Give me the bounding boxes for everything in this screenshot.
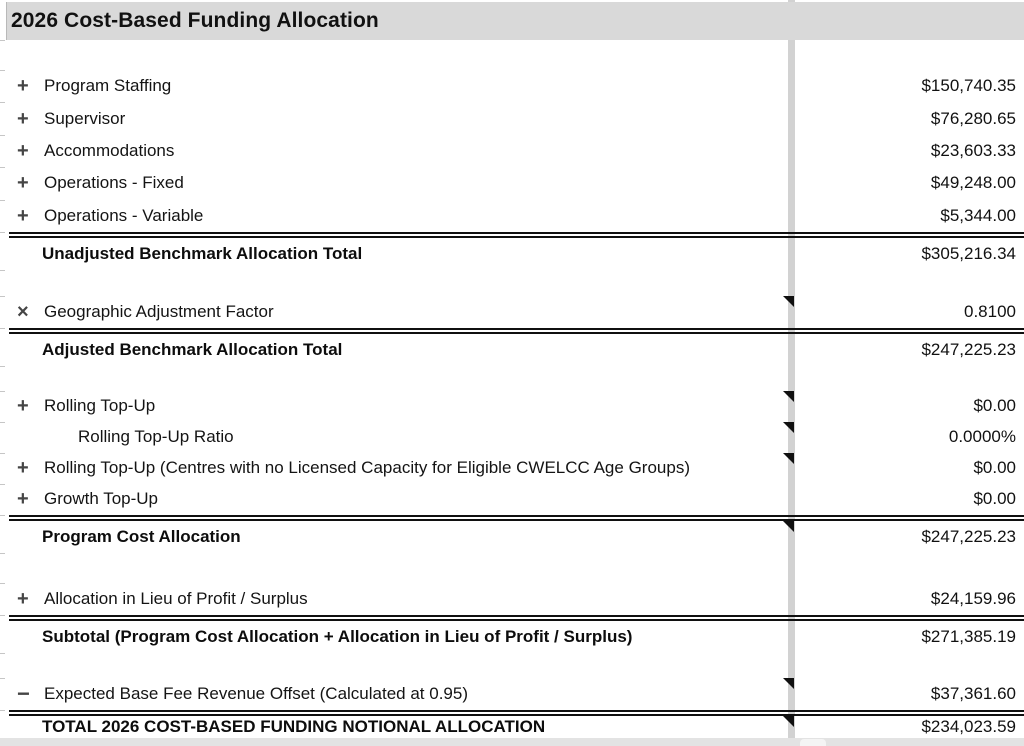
- table-row: [6, 453, 1024, 484]
- gridline-tick: [0, 70, 5, 71]
- gridline-tick: [0, 515, 5, 516]
- gridline-tick: [0, 678, 5, 679]
- plus-icon: +: [17, 204, 29, 227]
- table-row: [6, 238, 1024, 270]
- plus-icon: +: [17, 139, 29, 162]
- row-label: Unadjusted Benchmark Allocation Total: [42, 243, 363, 263]
- gridline-tick: [0, 40, 5, 41]
- table-row: [6, 167, 1024, 199]
- row-label: Rolling Top-Up: [44, 396, 156, 416]
- double-rule: [9, 615, 1024, 621]
- scroll-thumb[interactable]: [800, 739, 826, 746]
- table-row: [6, 70, 1024, 102]
- row-label-cell[interactable]: [6, 589, 795, 609]
- row-label: Rolling Top-Up Ratio: [78, 427, 234, 447]
- gridline-tick: [0, 200, 5, 201]
- gridline-tick: [0, 583, 5, 584]
- plus-icon: +: [17, 457, 29, 480]
- page-title: 2026 Cost-Based Funding Allocation: [11, 9, 379, 32]
- table-row: [6, 484, 1024, 515]
- row-label: Accommodations: [44, 140, 175, 160]
- double-rule: [9, 232, 1024, 238]
- table-row: [6, 102, 1024, 134]
- row-label-cell[interactable]: [6, 489, 795, 509]
- table-row: [6, 422, 1024, 453]
- row-value-cell[interactable]: $271,385.19: [921, 626, 1016, 646]
- title-cell[interactable]: [6, 2, 1024, 40]
- plus-icon: +: [17, 587, 29, 610]
- row-label: Operations - Variable: [44, 205, 204, 225]
- row-label-cell[interactable]: [6, 396, 795, 416]
- row-label: Supervisor: [44, 108, 126, 128]
- empty-row: [6, 366, 1024, 391]
- gridline-tick: [0, 553, 5, 554]
- gridline-tick: [0, 422, 5, 423]
- row-value-cell[interactable]: $24,159.96: [930, 588, 1016, 608]
- row-value-cell[interactable]: $305,216.34: [921, 243, 1016, 263]
- empty-row: [6, 270, 1024, 296]
- gridline-tick: [0, 366, 5, 367]
- row-label: Program Staffing: [44, 76, 172, 96]
- plus-icon: +: [17, 107, 29, 130]
- gridline-tick: [0, 710, 5, 711]
- row-value-cell[interactable]: $0.00: [973, 396, 1016, 416]
- gridline-tick: [0, 653, 5, 654]
- gridline-tick: [0, 270, 5, 271]
- gridline-tick: [0, 328, 5, 329]
- gridline-tick: [0, 135, 5, 136]
- gridline-tick: [0, 391, 5, 392]
- gridline-tick: [0, 232, 5, 233]
- row-label: Allocation in Lieu of Profit / Surplus: [44, 588, 308, 608]
- gridline-tick: [0, 102, 5, 103]
- row-value-cell[interactable]: $150,740.35: [921, 76, 1016, 96]
- next-row-strip: [0, 738, 1024, 746]
- row-value-cell[interactable]: $0.00: [973, 458, 1016, 478]
- row-value-cell[interactable]: 0.0000%: [948, 427, 1016, 447]
- row-label: Geographic Adjustment Factor: [44, 301, 274, 321]
- row-label-cell[interactable]: [6, 141, 795, 161]
- table-row: [6, 334, 1024, 366]
- row-value-cell[interactable]: $5,344.00: [940, 205, 1016, 225]
- table-row: [6, 391, 1024, 422]
- row-label-cell[interactable]: [6, 680, 795, 706]
- row-value-cell[interactable]: $49,248.00: [930, 173, 1016, 193]
- row-label-cell[interactable]: [6, 302, 795, 322]
- table-row: [6, 521, 1024, 553]
- row-value-cell[interactable]: 0.8100: [964, 301, 1016, 321]
- gridline-tick: [0, 484, 5, 485]
- row-label-cell[interactable]: [6, 427, 795, 447]
- row-label: Program Cost Allocation: [42, 526, 241, 546]
- table-row: [6, 135, 1024, 167]
- row-label-cell[interactable]: [6, 76, 795, 96]
- double-rule: [9, 328, 1024, 334]
- plus-icon: +: [17, 172, 29, 195]
- table-row: [6, 583, 1024, 615]
- row-label-cell[interactable]: [6, 717, 795, 737]
- row-label-cell[interactable]: [6, 206, 795, 226]
- plus-icon: +: [17, 488, 29, 511]
- row-value-cell[interactable]: $37,361.60: [930, 683, 1016, 703]
- row-label: Rolling Top-Up (Centres with no Licensed Capacity for Eligible CWELCC Age Groups): [44, 458, 690, 478]
- row-label-cell[interactable]: [6, 109, 795, 129]
- row-label: Operations - Fixed: [44, 173, 184, 193]
- gridline-tick: [0, 615, 5, 616]
- row-label: Adjusted Benchmark Allocation Total: [42, 339, 343, 359]
- row-value-cell[interactable]: $23,603.33: [930, 140, 1016, 160]
- table-row: [6, 296, 1024, 328]
- row-label-cell[interactable]: [6, 340, 795, 360]
- table-row: [6, 678, 1024, 710]
- row-value-cell[interactable]: $247,225.23: [921, 339, 1016, 359]
- row-label-cell[interactable]: [6, 244, 795, 264]
- double-rule: [9, 515, 1024, 521]
- empty-row: [6, 40, 1024, 70]
- table-row: [6, 200, 1024, 232]
- funding-table: [6, 40, 1024, 738]
- row-label: Growth Top-Up: [44, 489, 159, 509]
- row-label-cell[interactable]: [6, 458, 795, 478]
- minus-icon: −: [17, 680, 30, 706]
- gridline-tick: [0, 453, 5, 454]
- row-label-cell[interactable]: [6, 527, 795, 547]
- empty-row: [6, 653, 1024, 678]
- row-value-cell[interactable]: $247,225.23: [921, 526, 1016, 546]
- row-label: TOTAL 2026 COST-BASED FUNDING NOTIONAL ALLOCATION: [42, 716, 546, 736]
- gridline-tick: [0, 167, 5, 168]
- gridline-tick: [0, 296, 5, 297]
- multiply-icon: ×: [17, 300, 29, 323]
- double-rule: [9, 710, 1024, 716]
- plus-icon: +: [17, 395, 29, 418]
- table-row: [6, 716, 1024, 738]
- row-value-cell[interactable]: $76,280.65: [930, 108, 1016, 128]
- row-label: Expected Base Fee Revenue Offset (Calculated at 0.95): [44, 683, 468, 703]
- empty-row: [6, 553, 1024, 583]
- row-value-cell[interactable]: $234,023.59: [921, 716, 1016, 736]
- plus-icon: +: [17, 75, 29, 98]
- row-label-cell[interactable]: [6, 627, 795, 647]
- table-row: [6, 621, 1024, 653]
- row-value-cell[interactable]: $0.00: [973, 489, 1016, 509]
- row-label: Subtotal (Program Cost Allocation + Allocation in Lieu of Profit / Surplus): [42, 626, 633, 646]
- row-label-cell[interactable]: [6, 173, 795, 193]
